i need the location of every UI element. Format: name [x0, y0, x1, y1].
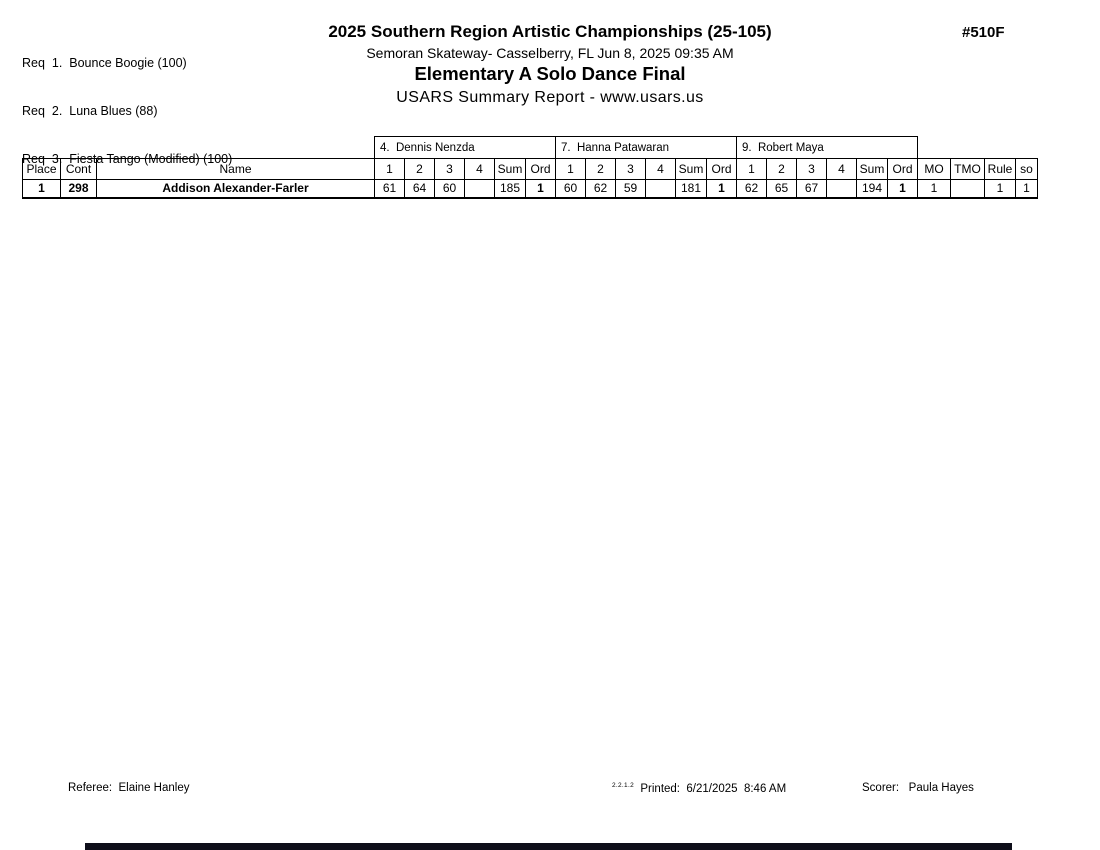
judge-name-cell: 7. Hanna Patawaran [556, 137, 737, 159]
rule-cell: 1 [985, 180, 1016, 198]
event-name: Elementary A Solo Dance Final [414, 63, 686, 84]
col-header-sum: Sum [495, 159, 526, 180]
col-header-score: 4 [827, 159, 857, 180]
ord-cell: 1 [888, 180, 918, 198]
col-header-score: 4 [465, 159, 495, 180]
requirement-line: Req 2. Luna Blues (88) [22, 104, 158, 118]
col-header-cont: Cont [61, 159, 97, 180]
ord-cell: 1 [707, 180, 737, 198]
cont-cell: 298 [61, 180, 97, 198]
event-number: #510F [962, 24, 1005, 41]
championship-title: 2025 Southern Region Artistic Championships (25-105) [328, 22, 772, 41]
referee-line [68, 782, 189, 794]
printed-line [612, 782, 786, 795]
results-table [22, 136, 1038, 199]
col-header-sum: Sum [857, 159, 888, 180]
software-version: 2.2.1.2 [612, 782, 634, 789]
table-row [23, 180, 1038, 198]
col-header-score: 3 [797, 159, 827, 180]
tmo-cell [951, 180, 985, 198]
col-header-tmo: TMO [951, 159, 985, 180]
skater-name-cell: Addison Alexander-Farler [97, 180, 375, 198]
col-header-ord: Ord [888, 159, 918, 180]
col-header-score: 3 [435, 159, 465, 180]
column-header-row [23, 159, 1038, 180]
sum-cell: 181 [676, 180, 707, 198]
score-cell: 59 [616, 180, 646, 198]
requirement-line: Req 1. Bounce Boogie (100) [22, 56, 187, 70]
judges-row [23, 137, 1038, 159]
col-header-score: 1 [737, 159, 767, 180]
col-header-rule: Rule [985, 159, 1016, 180]
referee-name: Elaine Hanley [118, 782, 190, 794]
score-cell: 67 [797, 180, 827, 198]
score-cell [465, 180, 495, 198]
col-header-score: 2 [405, 159, 435, 180]
score-cell [646, 180, 676, 198]
venue-date-line: Semoran Skateway- Casselberry, FL Jun 8, 2025 09:35 AM [366, 45, 734, 61]
col-header-so: so [1016, 159, 1038, 180]
score-cell: 65 [767, 180, 797, 198]
bottom-edge-bar [85, 843, 1012, 850]
col-header-score: 1 [556, 159, 586, 180]
requirement-line: Req 3. Fiesta Tango (Modified) (100) [22, 152, 233, 166]
sum-cell: 185 [495, 180, 526, 198]
judges-row-left-spacer [23, 137, 375, 159]
col-header-mo: MO [918, 159, 951, 180]
judge-name-cell: 9. Robert Maya [737, 137, 918, 159]
judges-row-right-spacer [918, 137, 1038, 159]
sum-cell: 194 [857, 180, 888, 198]
report-type-line: USARS Summary Report - www.usars.us [396, 89, 704, 106]
col-header-score: 3 [616, 159, 646, 180]
score-cell: 60 [435, 180, 465, 198]
printed-value: 6/21/2025 8:46 AM [686, 783, 787, 795]
referee-label: Referee: [68, 782, 113, 794]
score-cell: 62 [586, 180, 616, 198]
place-cell: 1 [23, 180, 61, 198]
ord-cell: 1 [526, 180, 556, 198]
col-header-name: Name [97, 159, 375, 180]
score-cell: 61 [375, 180, 405, 198]
judge-name-cell: 4. Dennis Nenzda [375, 137, 556, 159]
scorer-line [862, 782, 974, 794]
col-header-score: 1 [375, 159, 405, 180]
scorer-label: Scorer: [862, 782, 900, 794]
printed-label: Printed: [640, 783, 681, 795]
col-header-sum: Sum [676, 159, 707, 180]
score-cell [827, 180, 857, 198]
mo-cell: 1 [918, 180, 951, 198]
score-cell: 62 [737, 180, 767, 198]
col-header-ord: Ord [707, 159, 737, 180]
col-header-ord: Ord [526, 159, 556, 180]
col-header-score: 2 [586, 159, 616, 180]
col-header-score: 2 [767, 159, 797, 180]
col-header-score: 4 [646, 159, 676, 180]
score-cell: 60 [556, 180, 586, 198]
so-cell: 1 [1016, 180, 1038, 198]
col-header-place: Place [23, 159, 61, 180]
score-cell: 64 [405, 180, 435, 198]
scorer-name: Paula Hayes [908, 782, 974, 794]
